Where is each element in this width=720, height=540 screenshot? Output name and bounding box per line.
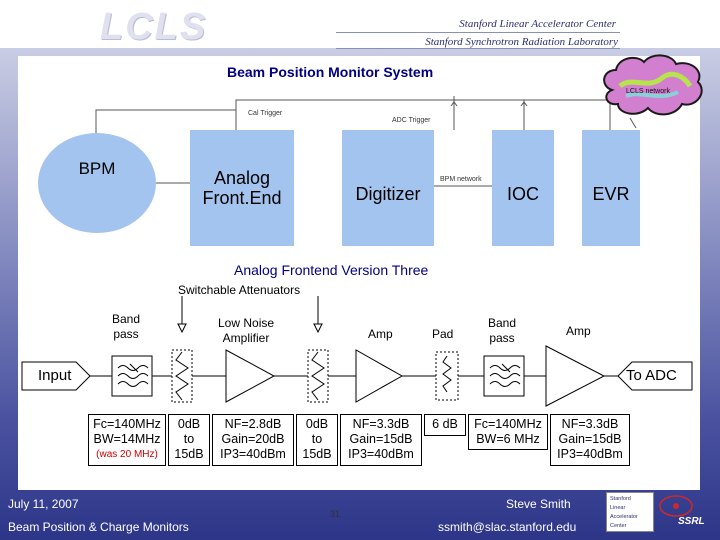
bandpass2-label: Band pass (488, 316, 517, 345)
footer-talk-title: Beam Position & Charge Monitors (8, 520, 189, 534)
frontend-title: Analog Frontend Version Three (234, 262, 429, 278)
cal-trigger-label: Cal Trigger (248, 110, 283, 117)
switchable-attenuators-label: Switchable Attenuators (178, 283, 301, 297)
analog-front-end-block: Analog Front.End (190, 130, 294, 246)
to-adc-label: To ADC (626, 367, 677, 384)
bpm-block: BPM (38, 133, 156, 233)
amp2 (546, 346, 604, 406)
footer-author: Steve Smith (506, 497, 571, 511)
ssrl-logo-text: SSRL (678, 516, 705, 527)
bandpass1-label: Band pass (112, 312, 141, 341)
lna-amplifier (226, 350, 274, 402)
attenuator1 (172, 350, 192, 402)
amp1 (356, 350, 402, 402)
lcls-logo: LCLS (100, 6, 208, 48)
pad-label: Pad (432, 327, 454, 341)
slac-logo: Stanford Linear Accelerator Center (606, 492, 654, 532)
adc-trigger-label: ADC Trigger (392, 117, 431, 124)
footer-date: July 11, 2007 (8, 497, 79, 511)
pad-attenuator (436, 352, 458, 400)
spec-amp1: NF=3.3dB Gain=15dB IP3=40dBm (340, 414, 422, 466)
lna-label: Low Noise Amplifier (218, 316, 275, 345)
org-name-ssrl: Stanford Synchrotron Radiation Laboratory (425, 36, 618, 48)
spec-amp2: NF=3.3dB Gain=15dB IP3=40dBm (550, 414, 630, 466)
footer-email: ssmith@slac.stanford.edu (438, 520, 577, 534)
org-name-slac: Stanford Linear Accelerator Center (459, 18, 616, 30)
slide-number: 31 (330, 509, 341, 519)
cloud-label: LCLS network (626, 88, 670, 95)
evr-block: EVR (582, 130, 640, 246)
amp1-label: Amp (368, 327, 393, 341)
system-title: Beam Position Monitor System (227, 64, 434, 80)
spec-bandpass1: Fc=140MHz BW=14MHz (was 20 MHz) (88, 414, 166, 466)
spec-attenuator1: 0dB to 15dB (168, 414, 210, 466)
spec-bandpass2: Fc=140MHz BW=6 MHz (468, 414, 548, 450)
spec-pad: 6 dB (424, 414, 466, 436)
bpm-network-label: BPM network (440, 176, 482, 183)
attenuator2 (308, 350, 328, 402)
spec-attenuator2: 0dB to 15dB (296, 414, 338, 466)
amp2-label: Amp (566, 324, 591, 338)
spec-lna: NF=2.8dB Gain=20dB IP3=40dBm (212, 414, 294, 466)
digitizer-block: Digitizer (342, 130, 434, 246)
ioc-block: IOC (492, 130, 554, 246)
input-label: Input (38, 367, 72, 384)
